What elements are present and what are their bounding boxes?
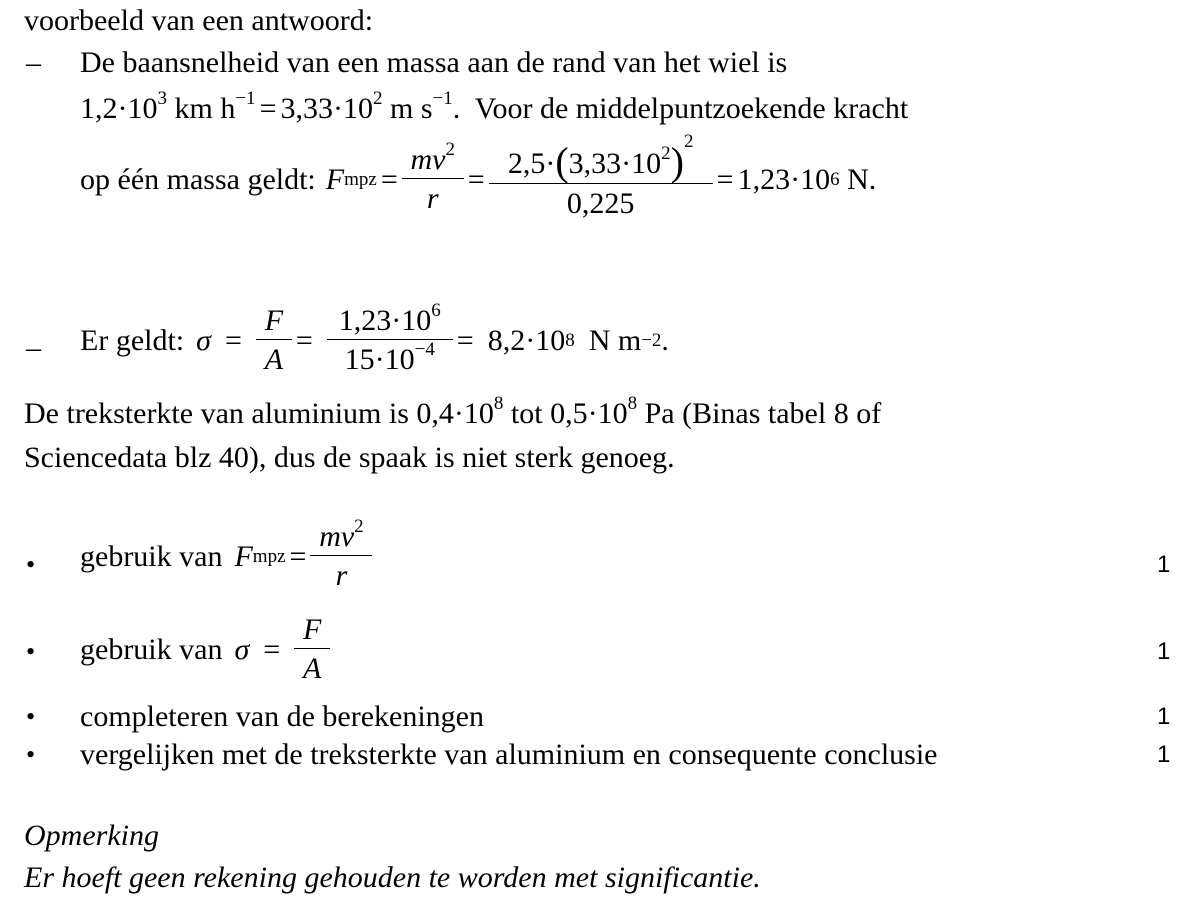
stress-num-exp: 6	[431, 300, 441, 321]
force-symbol: F	[325, 162, 345, 196]
stress-unit: N m	[588, 323, 642, 357]
equals-sign: =	[716, 162, 734, 196]
rubric-item-2-text: gebruik van	[80, 632, 223, 666]
big-num-exp: 2	[684, 131, 694, 152]
step2-formula: Er geldt: σ = $\frac{F}{A}$ = $\frac{1,23\cdot 10^6}{15\cdot 10^{-4}}$ = 8,2·10 8 N m −2 .	[80, 300, 669, 376]
big-den: 0,225	[489, 183, 713, 219]
step1-line3-lead: op één massa geldt:	[80, 162, 316, 196]
force-result: 1,23·10	[737, 162, 831, 196]
equals-sign: =	[456, 323, 474, 357]
stress-den: 15·10	[344, 343, 415, 376]
force-result-unit: N.	[839, 162, 877, 196]
rubric-item-4-text: vergelijken met de treksterkte van aluminium en consequente conclusie	[80, 738, 938, 771]
dash-marker-2: –	[26, 331, 41, 364]
conclusion-part1: De treksterkte van aluminium is 0,4·10	[24, 397, 494, 430]
big-num-inner: 3,33·10	[568, 147, 662, 180]
step1-line2	[80, 88, 909, 125]
speed-kmh-exp: 3	[157, 88, 167, 109]
speed-ms: 3,33·10	[280, 92, 373, 125]
step1-formula: op één massa geldt: F mpz = $\frac{mv^2}{r}$ = $\frac{2,5\cdot(3,33\cdot 10^2)^2}{0,225}$ = 1,23·10 6 N.	[80, 131, 877, 220]
speed-kmh: 1,2·10	[80, 92, 158, 125]
rubric-item-2	[80, 615, 330, 684]
unit-ms-exp: −1	[432, 88, 453, 109]
big-num-lead: 2,5·	[507, 147, 556, 180]
conclusion-part2: tot 0,5·10	[503, 397, 628, 430]
equals-sign: =	[259, 92, 277, 125]
rubric-sigma-symbol: σ	[234, 632, 250, 666]
frac-den-r: r	[402, 178, 464, 214]
equals-sign: =	[289, 539, 307, 573]
big-num-inner-exp: 2	[661, 143, 671, 164]
equals-sign: =	[224, 323, 242, 357]
frac-num-exp: 2	[445, 139, 455, 160]
step2-lead: Er geldt:	[80, 323, 185, 357]
rubric-frac-A: A	[294, 648, 330, 684]
rubric-score-3: 1	[1157, 703, 1171, 730]
conclusion-exp2: 8	[627, 393, 638, 414]
rubric-item-1: gebruik van F mpz = $\frac{mv^2}{r}$	[80, 522, 372, 591]
conclusion-line2: Sciencedata blz 40), dus de spaak is niet sterk genoeg.	[24, 441, 675, 474]
intro-line: voorbeeld van een antwoord:	[24, 4, 374, 37]
step1-line1: De baansnelheid van een massa aan de rand van het wiel is	[80, 46, 788, 79]
rubric-frac-num: mv	[319, 520, 355, 553]
note-text: Er hoeft geen rekening gehouden te worden met significantie.	[24, 861, 761, 894]
equals-sign: =	[295, 323, 313, 357]
fraction-F-A	[256, 306, 292, 375]
rubric-bullet-4: •	[26, 740, 36, 769]
dash-marker-1: –	[26, 46, 41, 79]
rubric-frac-num-exp: 2	[354, 516, 364, 537]
rubric-force-symbol: F	[234, 539, 253, 573]
rubric-item-3-text: completeren van de berekeningen	[80, 700, 484, 733]
rubric-fraction-mv2-r	[310, 516, 372, 592]
rubric-fraction-F-A	[294, 615, 330, 684]
rubric-score-2: 1	[1157, 638, 1171, 665]
stress-den-exp: −4	[414, 339, 435, 360]
equals-sign: =	[467, 162, 485, 196]
unit-ms: m s	[389, 92, 433, 125]
rubric-score-4: 1	[1157, 741, 1171, 768]
frac-A: A	[256, 339, 292, 375]
rubric-item-1-text: gebruik van	[80, 539, 223, 573]
sigma-symbol: σ	[196, 323, 211, 357]
stress-result: 8,2·10	[487, 323, 566, 357]
rubric-bullet-1: •	[26, 550, 36, 579]
frac-F: F	[264, 304, 284, 337]
frac-num-mv: mv	[410, 143, 446, 176]
step1-line2-tail: . Voor de middelpuntzoekende kracht	[452, 92, 909, 125]
rubric-bullet-3: •	[26, 702, 36, 731]
fraction-mv2-r	[402, 139, 464, 215]
equals-sign: =	[380, 162, 398, 196]
stress-num: 1,23·10	[338, 304, 432, 337]
unit-kmh-exp: −1	[235, 88, 256, 109]
unit-kmh: km h	[174, 92, 236, 125]
rubric-score-1: 1	[1157, 551, 1171, 578]
conclusion-line1	[24, 393, 882, 430]
fraction-numeric: $\frac{2,5\cdot(3,33\cdot 10^2)^2}{0,225}$	[489, 140, 713, 219]
equals-sign: =	[263, 632, 281, 666]
conclusion-part3: Pa (Binas tabel 8 of	[637, 397, 882, 430]
fraction-stress	[327, 300, 453, 376]
stress-tail: .	[661, 323, 669, 357]
conclusion-exp1: 8	[493, 393, 504, 414]
rubric-bullet-2: •	[26, 637, 36, 666]
rubric-frac-den: r	[310, 555, 372, 591]
speed-ms-exp: 2	[372, 88, 383, 109]
rubric-frac-F: F	[303, 613, 322, 646]
note-title: Opmerking	[24, 819, 159, 852]
